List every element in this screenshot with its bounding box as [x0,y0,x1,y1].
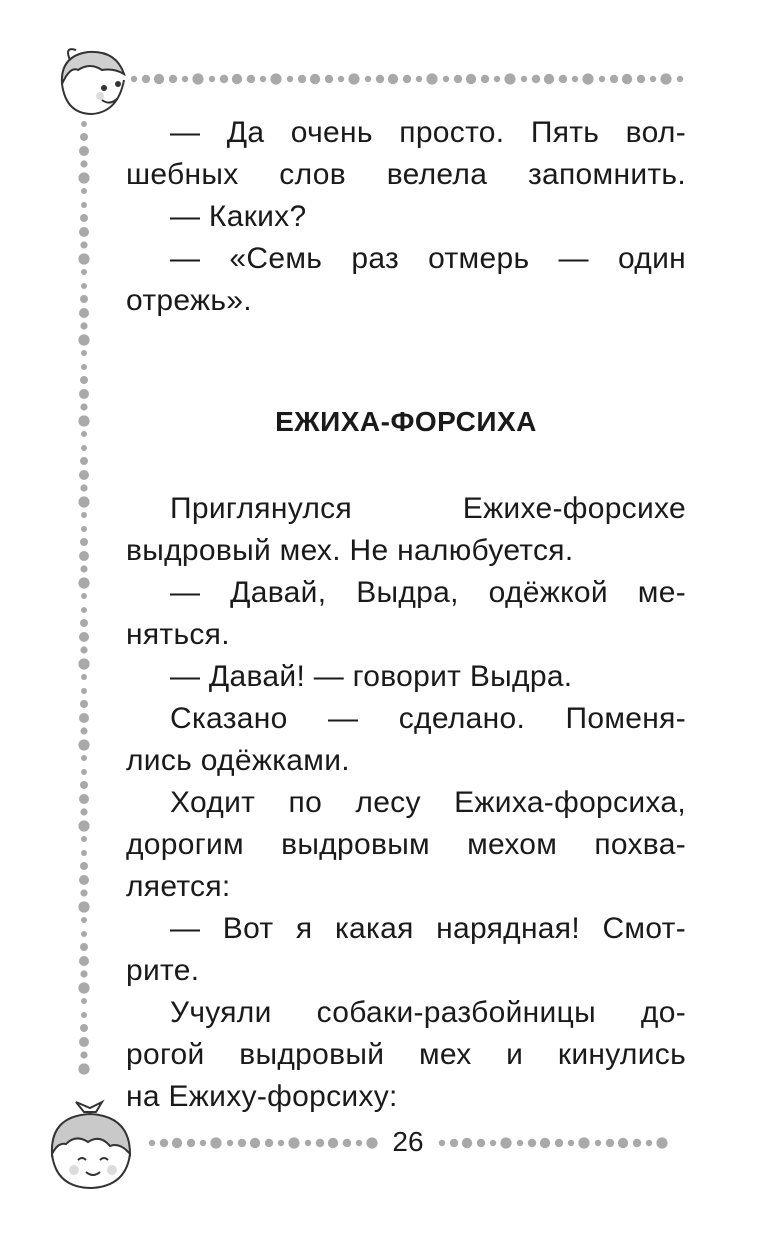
decor-dot [78,415,89,426]
decor-dot [278,1140,284,1146]
decor-dot [81,283,87,289]
decor-dot [572,76,578,82]
decor-dot [80,808,87,815]
decor-dot [528,1139,536,1147]
decor-dot [450,1139,458,1147]
decor-dot [426,73,437,84]
decor-dot [578,1137,589,1148]
decor-dot [78,820,89,831]
decor-dot [182,76,188,82]
decor-dot [172,1138,182,1148]
decor-dot [81,350,87,356]
decor-dot [209,76,215,82]
girl-face-top-icon [44,40,134,120]
decor-dot [80,295,88,303]
decor-dot [310,74,320,84]
decor-dot [81,836,87,842]
text-line: шебных слов велела запомнить. [126,158,686,191]
decor-dot [192,73,203,84]
text-line: няться. [126,618,230,651]
decor-dot [595,1140,601,1146]
text-line: Приглянулся Ежихе-форсихе [170,492,686,525]
decor-dot [260,76,266,82]
decor-dot [79,1037,89,1047]
page-number: 26 [392,1126,424,1157]
decor-dot [81,998,87,1004]
decor-dot [477,1139,485,1147]
decor-dot [81,445,87,451]
text-line: — Каких? [170,200,307,233]
decor-dot [582,73,593,84]
decor-dot [325,75,333,83]
decor-dot [81,674,87,680]
decor-dot [79,713,89,723]
decor-dot [79,551,89,561]
decor-dot [80,322,87,329]
text-line: — Вот я какая нарядная! Смот- [170,912,686,945]
decor-dot [633,1139,641,1147]
decor-dot [500,1137,511,1148]
decor-dot [81,364,87,370]
decor-dot [227,1140,233,1146]
text-line: лись одёжками. [126,744,350,777]
decor-dot [656,1137,667,1148]
decor-dot [466,74,476,84]
decor-dot [599,76,605,82]
decor-dot [403,75,411,83]
decor-dot [232,74,242,84]
decor-dot [80,376,88,384]
decor-dot [78,334,89,345]
decor-dot [80,214,88,222]
decor-dot [439,1140,445,1146]
decor-dot [78,982,89,993]
decor-dot [79,308,89,318]
decor-dot [365,76,371,82]
text-line: Сказано — сделано. Поменя- [170,702,686,735]
decor-dot [81,526,87,532]
decor-dot [81,593,87,599]
decor-dot [366,1137,377,1148]
decor-dot [555,1139,563,1147]
decor-dot [79,632,89,642]
decor-dot [494,76,500,82]
decor-dot [559,75,567,83]
decor-dot [80,565,87,572]
text-line: ляется: [126,870,231,903]
text-line: отрежь». [126,284,252,317]
text-line: Ходит по лесу Ежиха-форсиха, [170,786,686,819]
decor-dot [517,1140,523,1146]
decor-dot [288,1137,299,1148]
decor-dot [81,769,87,775]
story-text [126,488,686,1118]
decor-dot [81,431,87,437]
decor-dot [81,688,87,694]
decor-dot [78,1063,89,1074]
decor-dot [80,970,87,977]
decor-dot [610,75,618,83]
text-line: выдровый мех. Не налюбуется. [126,534,574,567]
decor-dot [210,1137,221,1148]
text-line: — Да очень просто. Пять вол- [170,116,686,149]
decor-dot [80,889,87,896]
decor-dot [142,75,150,83]
decor-dot [220,75,228,83]
decor-dot [544,74,554,84]
decor-dot [376,75,384,83]
decor-dot [238,1139,246,1147]
decor-dot [81,188,87,194]
decor-dot [78,496,89,507]
girl-face-bottom-icon [40,1098,140,1194]
decor-dot [80,646,87,653]
decor-dot [660,73,671,84]
decor-dot [154,74,164,84]
text-line: рите. [126,954,200,987]
decor-dot [416,76,422,82]
decor-dot [78,577,89,588]
decor-dot [348,73,359,84]
decor-dot [80,241,87,248]
decor-dot [532,75,540,83]
decor-dot [622,74,632,84]
decor-dot [298,75,306,83]
decor-dot [187,1139,195,1147]
decor-dot [160,1139,168,1147]
decor-dot [504,73,515,84]
text-line: на Ежиху-форсиху: [126,1080,398,1113]
decor-dot [270,73,281,84]
decor-dot [169,75,177,83]
decor-dot [79,956,89,966]
text-line: — Давай! — говорит Выдра. [170,660,573,693]
text-line: рогой выдровый мех и кинулись [126,1038,686,1071]
decor-dot [79,227,89,237]
opening-dialogue [126,112,686,322]
decor-dot [521,76,527,82]
decor-dot [79,389,89,399]
decor-dot [247,75,255,83]
decor-dot [454,75,462,83]
decor-dot [79,794,89,804]
decor-dot [650,76,656,82]
decor-dot [81,512,87,518]
decor-dot [81,917,87,923]
decor-dot [388,74,398,84]
decor-dot [81,850,87,856]
decor-dot [287,76,293,82]
decor-dot [78,172,89,183]
decor-dot [80,943,88,951]
decor-dot [80,538,88,546]
decor-dot [80,619,88,627]
bottom-dotted-border-left [146,1134,380,1152]
decor-dot [250,1138,260,1148]
decor-dot [80,727,87,734]
decor-dot [316,1139,324,1147]
decor-dot [80,133,88,141]
text-line: Учуяли собаки-разбойницы до- [170,996,686,1029]
decor-dot [328,1138,338,1148]
decor-dot [80,862,88,870]
decor-dot [80,403,87,410]
decor-dot [200,1140,206,1146]
decor-dot [78,658,89,669]
decor-dot [338,76,344,82]
decor-dot [540,1138,550,1148]
text-line: — «Семь раз отмерь — один [170,242,686,275]
decor-dot [646,1140,652,1146]
decor-dot [80,484,87,491]
decor-dot [677,76,683,82]
left-dotted-border [74,118,94,1078]
decor-dot [80,1024,88,1032]
decor-dot [305,1140,311,1146]
decor-dot [80,781,88,789]
decor-dot [265,1139,273,1147]
decor-dot [79,146,89,156]
decor-dot [81,269,87,275]
decor-dot [343,1139,351,1147]
decor-dot [490,1140,496,1146]
decor-dot [568,1140,574,1146]
decor-dot [79,875,89,885]
decor-dot [81,755,87,761]
story-title: ЕЖИХА-ФОРСИХА [275,406,537,437]
decor-dot [78,739,89,750]
decor-dot [80,457,88,465]
decor-dot [606,1139,614,1147]
decor-dot [81,1012,87,1018]
decor-dot [79,470,89,480]
bottom-dotted-border-right [436,1134,676,1152]
decor-dot [81,121,87,127]
decor-dot [81,931,87,937]
decor-dot [81,607,87,613]
decor-dot [462,1138,472,1148]
decor-dot [618,1138,628,1148]
decor-dot [80,1051,87,1058]
text-line: — Давай, Выдра, одёжкой ме- [170,576,686,609]
decor-dot [78,901,89,912]
decor-dot [443,76,449,82]
decor-dot [637,75,645,83]
top-dotted-border [128,70,688,88]
decor-dot [131,76,137,82]
decor-dot [149,1140,155,1146]
text-line: дорогим выдровым мехом похва- [126,828,686,861]
decor-dot [356,1140,362,1146]
decor-dot [81,202,87,208]
decor-dot [78,253,89,264]
decor-dot [80,160,87,167]
decor-dot [80,700,88,708]
decor-dot [481,75,489,83]
